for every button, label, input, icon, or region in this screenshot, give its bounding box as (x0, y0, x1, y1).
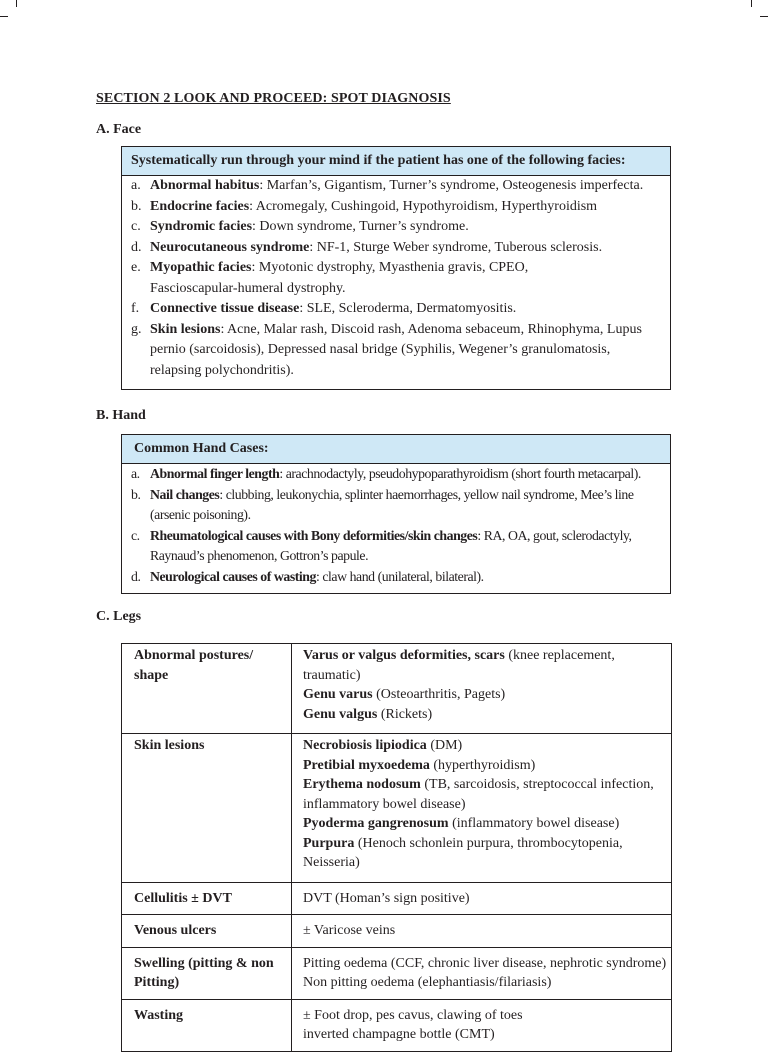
table-row (122, 882, 672, 915)
face-box (121, 146, 671, 390)
row-value: ± Varicose veins (292, 915, 672, 948)
list-item: d. Neurological causes of wasting: claw hand (unilateral, bilateral). (131, 568, 484, 584)
table-row (122, 999, 672, 1051)
row-label: Swelling (pitting & non Pitting) (122, 947, 292, 999)
crop-mark-top-left-h (0, 16, 8, 17)
row-label: Skin lesions (122, 734, 292, 883)
list-item: g. Skin lesions: Acne, Malar rash, Discoid rash, Adenoma sebaceum, Rhinophyma, Lupus pernio (sarcoidosis), Depressed nasal bridge (Syphilis, Wegener’s granulomatosis, relapsing polychondritis). (131, 321, 642, 378)
hand-list (122, 464, 670, 587)
row-value: ± Foot drop, pes cavus, clawing of toes inverted champagne bottle (CMT) (292, 999, 672, 1051)
list-item: d. Neurocutaneous syndrome: NF-1, Sturge Weber syndrome, Tuberous sclerosis. (131, 239, 603, 255)
hand-heading: B. Hand (96, 408, 146, 423)
list-item: c. Syndromic facies: Down syndrome, Turner’s syndrome. (131, 219, 469, 234)
row-label: Abnormal postures/ shape (122, 644, 292, 734)
face-box-title: Systematically run through your mind if the patient has one of the following facies: (122, 147, 670, 176)
face-list (122, 176, 670, 381)
table-row (122, 734, 672, 883)
section-title: SECTION 2 LOOK AND PROCEED: SPOT DIAGNOSIS (96, 91, 451, 106)
list-item: a. Abnormal habitus: Marfan’s, Gigantism, Turner’s syndrome, Osteogenesis imperfecta. (131, 178, 644, 193)
row-value: Necrobiosis lipiodica (DM) Pretibial myxoedema (hyperthyroidism) Erythema nodosum (TB, sarcoidosis, streptococcal infection, inflammatory bowel disease) Pyoderma gangrenosum (inflammatory bowel disease) Purpura (Henoch schonlein purpura, thrombocytopenia, Neisseria) (292, 734, 672, 883)
table-row (122, 947, 672, 999)
row-value: Pitting oedema (CCF, chronic liver disease, nephrotic syndrome) Non pitting oedema (elephantiasis/filariasis) (292, 947, 672, 999)
list-item: c. Rheumatological causes with Bony deformities/skin changes: RA, OA, gout, sclerodactyly, Raynaud’s phenomenon, Gottron’s papule. (131, 527, 632, 563)
row-label: Wasting (122, 999, 292, 1051)
crop-mark-top-left-v (16, 0, 17, 7)
legs-table (121, 643, 672, 1052)
list-item: e. Myopathic facies: Myotonic dystrophy, Myasthenia gravis, CPEO, Fascioscapular-humeral dystrophy. (131, 260, 529, 296)
crop-mark-top-right-v (751, 0, 752, 7)
list-item: b. Endocrine facies: Acromegaly, Cushingoid, Hypothyroidism, Hyperthyroidism (131, 198, 598, 214)
list-item: f. Connective tissue disease: SLE, Scleroderma, Dermatomyositis. (131, 301, 517, 316)
row-label: Cellulitis ± DVT (122, 882, 292, 915)
face-heading: A. Face (96, 122, 142, 137)
list-item: b. Nail changes: clubbing, leukonychia, splinter haemorrhages, yellow nail syndrome, Mee’s line (arsenic poisoning). (131, 486, 634, 522)
hand-box (121, 434, 671, 594)
row-value: Varus or valgus deformities, scars (knee replacement, traumatic) Genu varus (Osteoarthritis, Pagets) Genu valgus (Rickets) (292, 644, 672, 734)
crop-mark-top-right-h (760, 16, 768, 17)
table-row (122, 644, 672, 734)
row-value: DVT (Homan’s sign positive) (292, 882, 672, 915)
legs-heading: C. Legs (96, 609, 142, 624)
list-item: a. Abnormal finger length: arachnodactyly, pseudohypoparathyroidism (short fourth metacarpal). (131, 466, 641, 481)
hand-box-title: Common Hand Cases: (122, 435, 670, 464)
row-label: Venous ulcers (122, 915, 292, 948)
table-row (122, 915, 672, 948)
